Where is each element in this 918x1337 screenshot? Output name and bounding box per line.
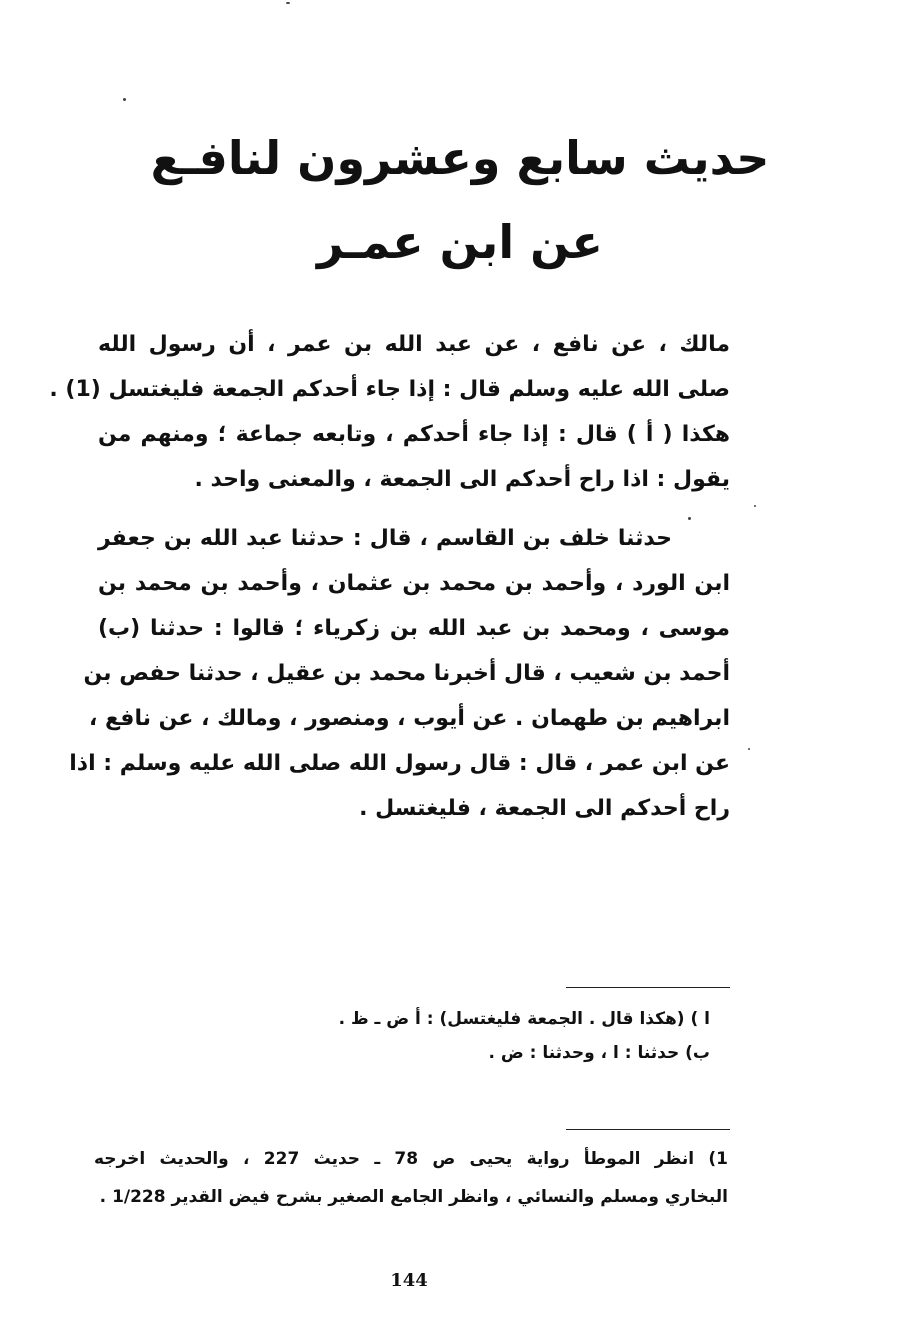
scan-speck bbox=[286, 2, 290, 4]
paragraph-2-line: أحمد بن شعيب ، قال أخبرنا محمد بن عقيل ، حدثنا حفص بن bbox=[83, 661, 730, 686]
paragraph-2-line: ابراهيم بن طهمان . عن أيوب ، ومنصور ، ومالك ، عن نافع ، bbox=[89, 706, 730, 731]
paragraph-1-line: هكذا ( أ ) قال : إذا جاء أحدكم ، وتابعه جماعة ؛ ومنهم من bbox=[98, 422, 730, 447]
variant-note: ب) حدثنا : ا ، وحدثنا : ض . bbox=[488, 1043, 710, 1063]
paragraph-1-line: صلى الله عليه وسلم قال : إذا جاء أحدكم الجمعة فليغتسل (1) . bbox=[49, 377, 730, 402]
paragraph-1-line: مالك ، عن نافع ، عن عبد الله بن عمر ، أن رسول الله bbox=[98, 332, 730, 357]
paragraph-2 bbox=[69, 516, 730, 831]
paragraph-1-line: يقول : اذا راح أحدكم الى الجمعة ، والمعنى واحد . bbox=[194, 467, 730, 492]
variants-divider bbox=[566, 987, 730, 988]
hadith-title: حديث سابع وعشرون لنافـع bbox=[150, 131, 770, 185]
scan-speck bbox=[123, 98, 126, 101]
page-number: 144 bbox=[390, 1270, 428, 1291]
footnote-line: البخاري ومسلم والنسائي ، وانظر الجامع الصغير بشرح فيض القدير 1/228 . bbox=[99, 1187, 728, 1207]
paragraph-2-line: موسى ، ومحمد بن عبد الله بن زكرياء ؛ قالوا : حدثنا (ب) bbox=[98, 616, 730, 641]
paragraph-2-line: راح أحدكم الى الجمعة ، فليغتسل . bbox=[359, 796, 730, 821]
variant-note: ا ) (هكذا قال . الجمعة فليغتسل) : أ ض ـ ظ . bbox=[338, 1009, 710, 1029]
scan-speck bbox=[754, 505, 756, 507]
paragraph-2-line: حدثنا خلف بن القاسم ، قال : حدثنا عبد الله بن جعفر bbox=[98, 526, 672, 551]
scan-speck bbox=[748, 748, 750, 750]
footnote-divider bbox=[566, 1129, 730, 1130]
hadith-subtitle: عن ابن عمـر bbox=[317, 215, 603, 269]
footnote-line: 1) انظر الموطأ رواية يحيى ص 78 ـ حديث 227 ، والحديث اخرجه bbox=[94, 1149, 728, 1169]
scan-speck bbox=[688, 517, 691, 520]
paragraph-2-line: عن ابن عمر ، قال : قال رسول الله صلى الله عليه وسلم : اذا bbox=[69, 751, 730, 776]
paragraph-2-line: ابن الورد ، وأحمد بن محمد بن عثمان ، وأحمد بن محمد بن bbox=[98, 571, 730, 596]
paragraph-1 bbox=[49, 322, 730, 502]
footnote bbox=[94, 1140, 728, 1216]
